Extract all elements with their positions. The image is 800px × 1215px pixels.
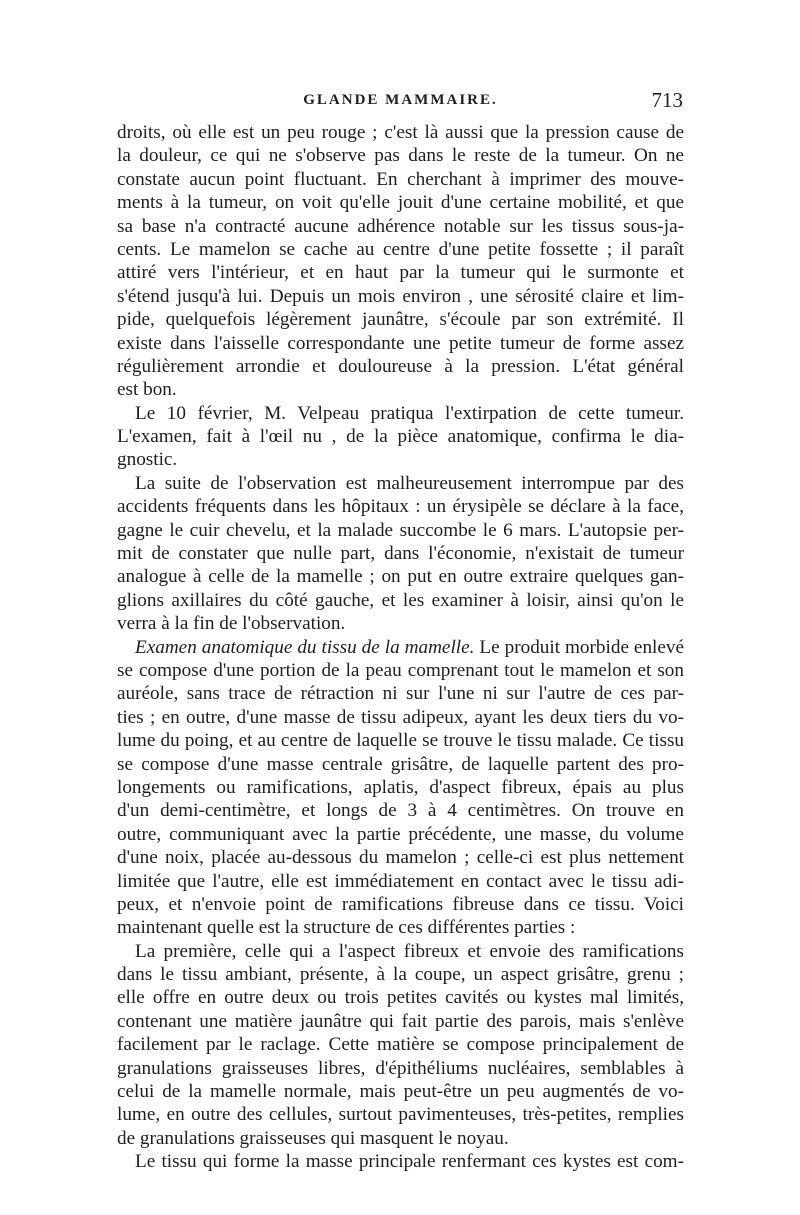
text-line: gnostic. (117, 449, 178, 471)
text-line: sa base n'a contracté aucune adhérence notable sur les tissus sous-ja- (117, 215, 684, 237)
text-line: dans le tissu ambiant, présente, à la coupe, un aspect grisâtre, grenu ; (117, 964, 684, 986)
section-heading-line (117, 636, 684, 659)
text-line: granulations graisseuses libres, d'épithéliums nucléaires, semblables à (117, 1057, 684, 1079)
text-line: outre, communiquant avec la partie précédente, une masse, du volume (117, 823, 684, 845)
text-line: d'un demi-centimètre, et longs de 3 à 4 centimètres. On trouve en (117, 800, 684, 822)
text-line: constate aucun point fluctuant. En cherchant à imprimer des mouve- (117, 168, 684, 190)
text-line: d'une noix, placée au-dessous du mamelon ; celle-ci est plus nettement (117, 847, 684, 869)
text-line: gagne le cuir chevelu, et la malade succombe le 6 mars. L'autopsie per- (117, 519, 684, 541)
text-line: pide, quelquefois légèrement jaunâtre, s'écoule par son extrémité. Il (117, 309, 684, 331)
text-line: La première, celle qui a l'aspect fibreux et envoie des ramifications (135, 940, 684, 962)
text-line: ties ; en outre, d'une masse de tissu adipeux, ayant les deux tiers du vo- (117, 706, 684, 728)
text-line: verra à la fin de l'observation. (117, 613, 346, 635)
text-line: accidents fréquents dans les hôpitaux : un érysipèle se déclare à la face, (117, 496, 684, 518)
text-line: droits, où elle est un peu rouge ; c'est là aussi que la pression cause de (117, 122, 684, 143)
text-line: Le tissu qui forme la masse principale renfermant ces kystes est com- (135, 1151, 684, 1173)
page-header (118, 88, 683, 120)
page-number: 713 (651, 88, 683, 112)
text-line: maintenant quelle est la structure de ces différentes parties : (117, 917, 576, 939)
text-line: L'examen, fait à l'œil nu , de la pièce anatomique, confirma le dia- (117, 426, 684, 448)
body-text (117, 121, 684, 1174)
text-line: lume du poing, et au centre de laquelle se trouve le tissu malade. Ce tissu (117, 730, 684, 752)
text-line: lume, en outre des cellules, surtout pavimenteuses, très-petites, remplies (117, 1104, 684, 1126)
text-line: facilement par le raclage. Cette matière se compose principalement de (117, 1034, 684, 1056)
text-line: la douleur, ce qui ne s'observe pas dans le reste de la tumeur. On ne (117, 145, 684, 167)
text-line: auréole, sans trace de rétraction ni sur l'une ni sur l'autre de ces par- (117, 683, 684, 705)
text-line: cents. Le mamelon se cache au centre d'une petite fossette ; il paraît (117, 238, 684, 260)
text-line: ments à la tumeur, on voit qu'elle jouit d'une certaine mobilité, et que (117, 192, 684, 214)
text-line: longements ou ramifications, aplatis, d'aspect fibreux, épais au plus (117, 776, 684, 798)
text-line: est bon. (117, 379, 177, 401)
text-line: celui de la mamelle normale, mais peut-être un peu augmentés de vo- (117, 1081, 684, 1103)
text-line: peux, et n'envoie point de ramifications fibreuse dans ce tissu. Voici (117, 893, 684, 915)
text-line: elle offre en outre deux ou trois petites cavités ou kystes mal limités, (117, 987, 684, 1009)
text-line: régulièrement arrondie et douloureuse à la pression. L'état général (117, 355, 684, 377)
text-line: limitée que l'autre, elle est immédiatement en contact avec le tissu adi- (117, 870, 684, 892)
text-line: se compose d'une masse centrale grisâtre, de laquelle partent des pro- (117, 753, 684, 775)
running-title: GLANDE MAMMAIRE. (303, 92, 498, 108)
text-line: contenant une matière jaunâtre qui fait partie des parois, mais s'enlève (117, 1010, 684, 1032)
text-line: analogue à celle de la mamelle ; on put en outre extraire quelques gan- (117, 566, 684, 588)
text-line: de granulations graisseuses qui masquent le noyau. (117, 1127, 509, 1149)
text-line: La suite de l'observation est malheureusement interrompue par des (135, 472, 684, 494)
text-line: glions axillaires du côté gauche, et les examiner à loisir, ainsi qu'on le (117, 589, 684, 611)
text-line: Le 10 février, M. Velpeau pratiqua l'extirpation de cette tumeur. (135, 402, 684, 424)
text-line: existe dans l'aisselle correspondante une petite tumeur de forme assez (117, 332, 684, 354)
text-line: mit de constater que nulle part, dans l'économie, n'existait de tumeur (117, 543, 684, 565)
text-line: se compose d'une portion de la peau comprenant tout le mamelon et son (117, 659, 684, 681)
text-line-rest: Le produit morbide enlevé (474, 636, 684, 658)
text-line: s'étend jusqu'à lui. Depuis un mois environ , une sérosité claire et lim- (117, 285, 684, 307)
section-heading: Examen anatomique du tissu de la mamelle. (135, 636, 475, 658)
text-line: attiré vers l'intérieur, et en haut par la tumeur qui le surmonte et (117, 262, 684, 284)
